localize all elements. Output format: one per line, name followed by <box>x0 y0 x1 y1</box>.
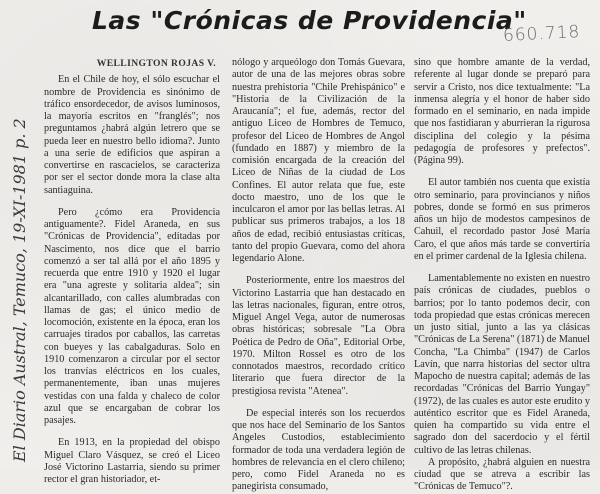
paragraph: En el Chile de hoy, el sólo escuchar el nombre de Providencia es sinónimo de tráfico ensordecedor, de avisos luminosos, la mayoría escritos en "franglés"; nos preguntamos ¿habrá algún letrero que se pueda leer en nuestro bello idioma?. Junto a una serie de edificios que aspiran a convertirse en rascacielos, se caracteriza por ser el sector donde mora la clase alta santiaguina. <box>44 74 220 196</box>
paragraph: En 1913, en la propiedad del obispo Miguel Claro Vásquez, se creó el Liceo José Victorino Lastarria, siendo su primer rector el gran historiador, et- <box>44 437 220 485</box>
article-column-2 <box>232 57 405 494</box>
paragraph: Lamentablemente no existen en nuestro país crónicas de ciudades, pueblos o barrios; por lo tanto podemos decir, con toda propiedad que estas crónicas merecen un justo sitial, junto a las ya clásicas "Crónicas de La Serena" (1871) de Manuel Concha, "La Chimba" (1947) de Carlos Lavín, que narra historias del sector ultra Mapocho de nuestra capital; además de las recordadas "Crónicas del Barrio Yungay" (1972), de las cuales es autor este erudito y auténtico escritor que es Fidel Araneda, quien ha compartido su vida entre el sagrado don del sacerdocio y el fértil cultivo de las letras chilenas. <box>414 273 590 456</box>
paragraph: nólogo y arqueólogo don Tomás Guevara, autor de una de las mejores obras sobre nuestra prehistoria "Chile Prehispánico" e "Historia de la Civilización de la Araucanía"; el fue, además, rector del antiguo Liceo de Hombres de Temuco, profesor del Liceo de Hombres de Angol (fundado en 1887) y miembro de la comisión encargada de la creación del Liceo de Niñas de la ciudad de Los Confines. El autor relata que fue, este docto maestro, uno de los que le inculcaron el amor por las bellas letras. Al publicar sus primeros trabajos, a los 18 años de edad, recibió entusiastas críticas, tanto del propio Guevara, como del ahora legendario Alone. <box>232 57 405 264</box>
article-headline: Las "Crónicas de Providencia" <box>92 6 527 35</box>
paragraph: El autor también nos cuenta que existía otro seminario, para provincianos y niños pobres, donde se formó en sus primeros años un hijo de modestos campesinos de Cahuil, el recordado pastor José María Caro, el que años más tarde se convertiría en el primer cardenal de la Iglesia chilena. <box>414 177 590 262</box>
paragraph: sino que hombre amante de la verdad, referente al lugar donde se preparó para servir a Cristo, nos dice textualmente: "La inmensa alegría y el honor de haber sido formado en el seminario, en nada impide que nos fastidiaran y aburrieran la rigurosa disciplina del colegio y la pésima pedagogía de profesores y prefectos". (Página 99). <box>414 57 590 166</box>
article-byline: WELLINGTON ROJAS V. <box>96 58 216 69</box>
article-column-3 <box>414 41 590 494</box>
article-column-1 <box>44 58 220 486</box>
handwritten-source-note: El Diario Austral, Temuco, 19-XI-1981 p. 2 <box>10 118 29 462</box>
paragraph: Pero ¿cómo era Providencia antiguamente?. Fidel Araneda, en sus "Crónicas de Providencia", editadas por Nascimento, nos dice que el barrio comenzó a ser tal allá por el año 1895 y recuerda que entre 1910 y 1920 el lugar era "una agreste y solitaria aldea"; sin alcantarillado, con calles alumbradas con llamas de gas; el único medio de locomoción, existente en la época, eran los carruajes tirados por caballos, las carretas con bueyes y las cabalgaduras. Solo en 1910 comenzaron a circular por el sector los tranvías eléctricos en los cuales, permanentemente, iban unas mujeres vestidas con una falda y chaleco de color azul que se encargaban de cobrar los pasajes. <box>44 206 220 426</box>
paragraph: De especial interés son los recuerdos que nos hace del Seminario de los Santos Angeles Custodios, establecimiento formador de toda una verdadera legión de hombres de relevancia en el clero chileno; pero, como Fidel Araneda no es panegirista consumado, <box>232 407 405 493</box>
paragraph: A propósito, ¿habrá alguien en nuestra ciudad que se atreva a escribir las "Crónicas de Temuco"?. <box>414 456 590 493</box>
handwritten-reference-number: 660.718 <box>502 21 581 47</box>
paragraph: Posteriormente, entre los maestros del Victorino Lastarria que han destacado en las letras nacionales, figuran, entre otros, Miguel Angel Vega, autor de numerosas obras históricas; sobresale "La Obra Poética de Pedro de Oña", Editorial Orbe, 1970. Milton Rossel es otro de los connotados maestros, recordado crítico literario que fuera director de la prestigiosa revista "Atenea". <box>232 275 405 397</box>
